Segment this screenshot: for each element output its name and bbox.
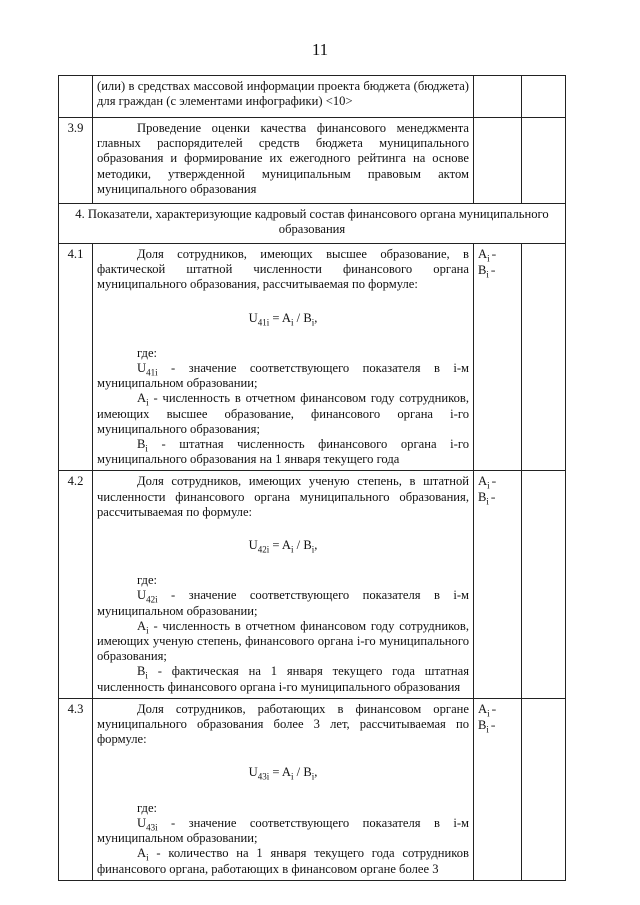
value-cell [522,698,566,880]
value-cell [522,471,566,698]
row-number-cell: 4.2 [59,471,93,698]
var-b: $B_i$ = [478,490,496,507]
row-number-cell: 3.9 [59,118,93,204]
var-a: $A_i$ = [478,474,497,491]
where-label: где: [137,573,158,588]
row-number-cell: 4.3 [59,698,93,880]
value-cell [522,244,566,471]
vars-cell [474,76,522,118]
vars-cell [474,244,522,471]
value-cell [522,118,566,204]
where-label: где: [137,800,158,815]
formula: $U_{42i} = A_i / B_i$, [248,538,318,555]
row-text: (или) в средствах массовой информации проекта бюджета (бюджета) для граждан (с элементами инфографики) <10> [97,79,469,109]
var-a: $A_i$ = [478,701,497,719]
table-row [59,118,566,204]
row-text-cell [93,118,474,204]
definition-b: $B_i$ - штатная численность финансового органа i-го муниципального образования на 1 января текущего года [97,437,469,467]
indicator-description: Доля сотрудников, работающих в финансовом органе муниципального образования более 3 лет, рассчитываемая по формуле: [97,701,469,747]
var-b: $B_i$ = [478,263,496,280]
definition-a: $A_i$ - численность в отчетном финансовом году сотрудников, имеющих ученую степень, финансового органа i-го муниципального образования; [97,618,469,664]
row-text-cell [93,76,474,118]
var-a: $A_i$ = [478,247,497,264]
table-row [59,76,566,118]
definition-a: $A_i$ - количество на 1 января текущего года сотрудников финансового органа, работающих в финансовом органе более 3 [97,846,469,876]
row-text-cell [93,244,474,471]
value-cell [522,76,566,118]
indicators-table [58,75,566,881]
row-text-cell [93,698,474,880]
definition-b: $B_i$ - фактическая на 1 января текущего года штатная численность финансового органа i-го муниципального образования [97,664,469,694]
definition-u: $U_{42i}$ - значение соответствующего показателя в i-м муниципальном образовании; [97,588,469,618]
definition-a: $A_i$ - численность в отчетном финансовом году сотрудников, имеющих высшее образование, финансового органа i-го муниципального образования; [97,391,469,436]
indicator-description: Доля сотрудников, имеющих ученую степень, в штатной численности финансового органа муниципального образования, рассчитываемая по формуле: [97,474,469,519]
var-b: $B_i$ = [478,717,496,735]
where-label: где: [137,345,158,360]
row-number-cell [59,76,93,118]
section-title: 4. Показатели, характеризующие кадровый состав финансового органа муниципального образования [59,204,566,244]
formula: $U_{43i} = A_i / B_i$, [248,765,318,782]
page-number: 11 [311,40,329,59]
row-text: Проведение оценки качества финансового менеджмента главных распорядителей средств бюджета муниципального образования и формирование их ежегодного рейтинга на основе методики, утвержденной муниципальным правовым актом муниципального образования [97,121,469,196]
indicator-description: Доля сотрудников, имеющих высшее образование, в фактической штатной численности финансового органа муниципального образования, рассчитываемая по формуле: [97,247,469,292]
formula: $U_{41i} = A_i / B_i$, [248,310,318,328]
definition-u: $U_{43i}$ - значение соответствующего показателя в i-м муниципальном образовании; [97,815,469,846]
section-row [59,204,566,244]
vars-cell [474,698,522,880]
table-row [59,244,566,471]
definition-u: $U_{41i}$ - значение соответствующего показателя в i-м муниципальном образовании; [97,361,469,391]
table-row [59,471,566,698]
table-row [59,698,566,880]
row-text-cell [93,471,474,698]
vars-cell [474,118,522,204]
row-number-cell: 4.1 [59,244,93,471]
vars-cell [474,471,522,698]
